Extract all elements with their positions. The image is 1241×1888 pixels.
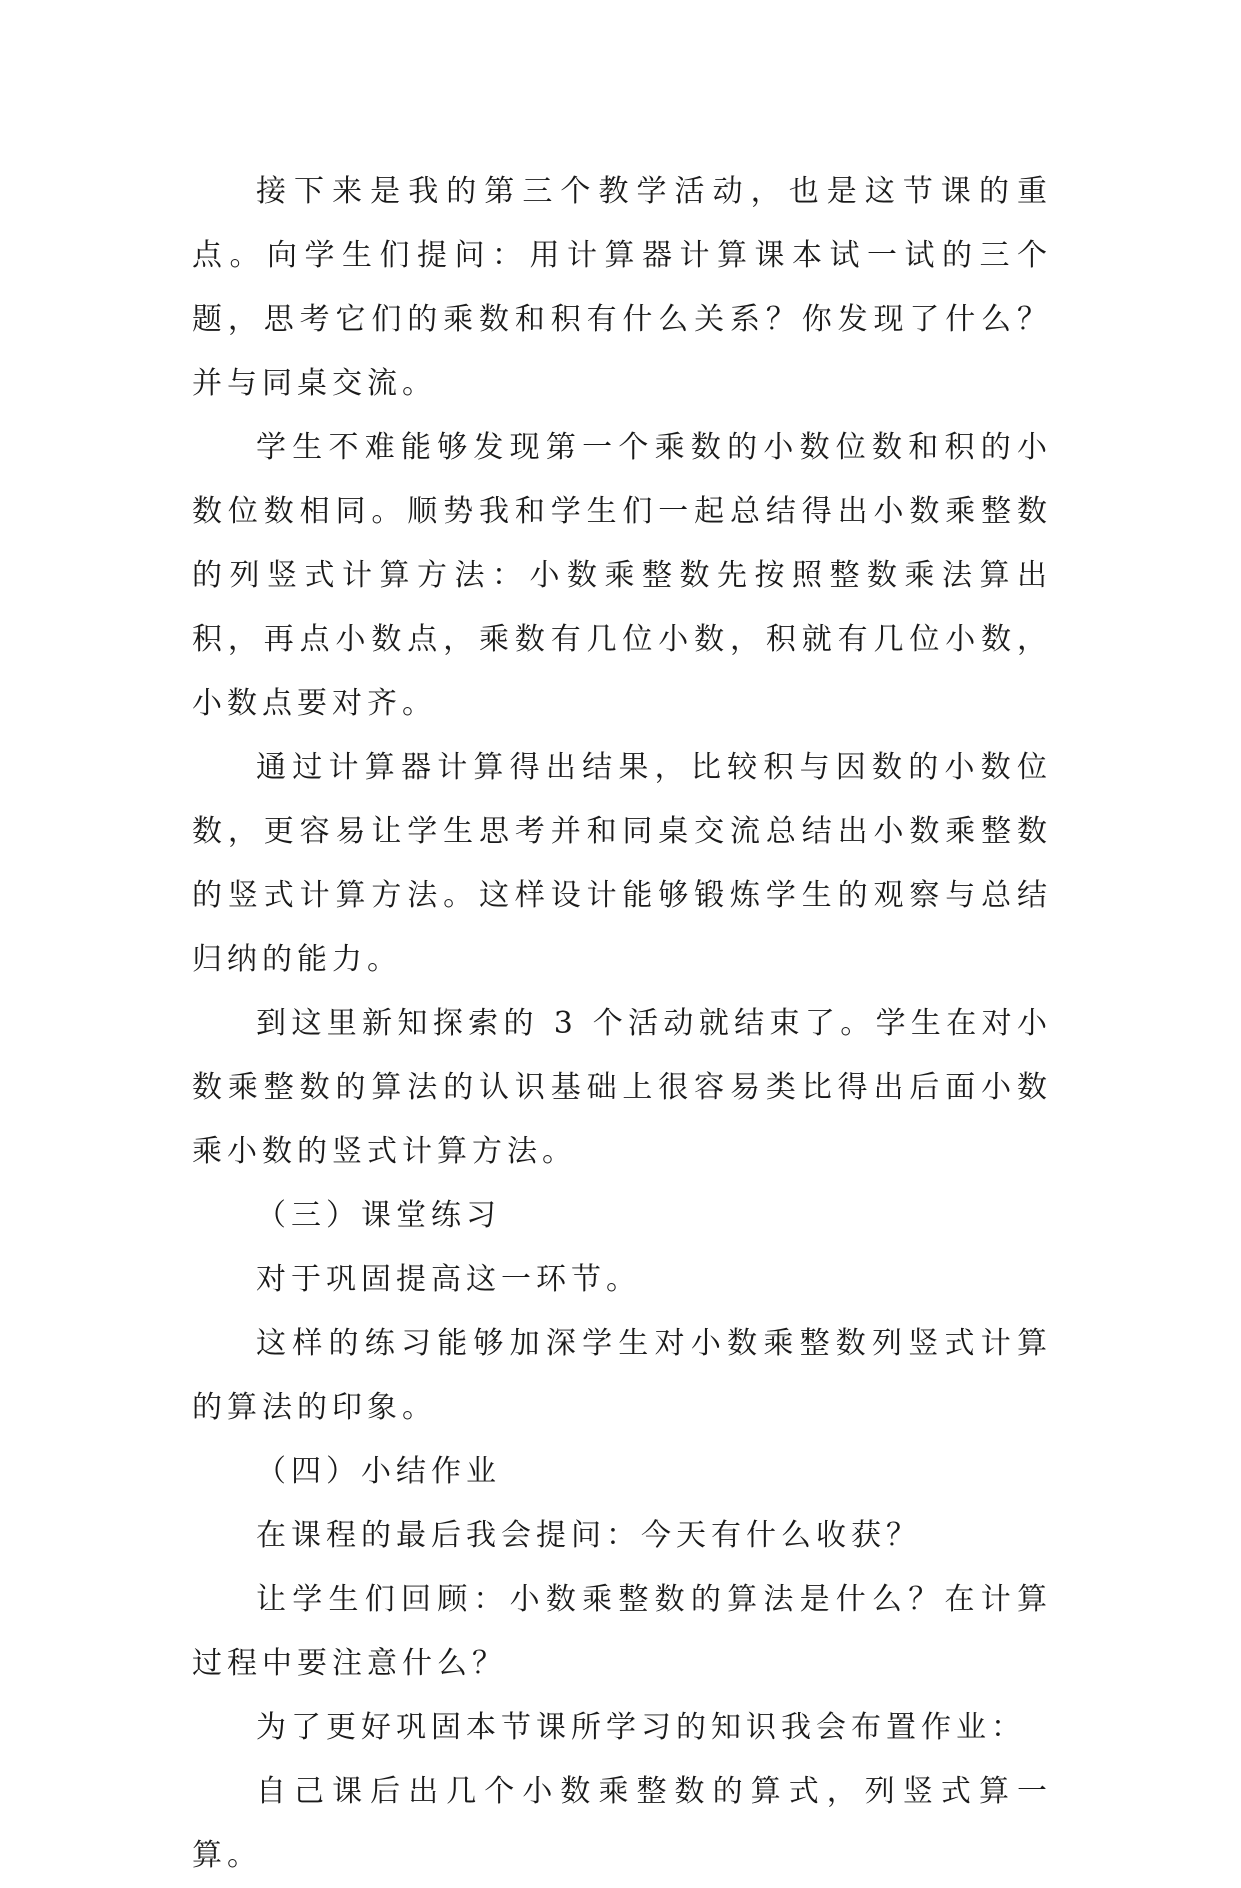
section-heading-summary: （四）小结作业 [256, 1454, 501, 1489]
paragraph-homework-task: 自己课后出几个小数乘整数的算式，列竖式算一算。 [192, 1774, 1052, 1873]
paragraph-consolidation: 对于巩固提高这一环节。 [256, 1262, 641, 1297]
paragraph-calculator-reasoning: 通过计算器计算得出结果，比较积与因数的小数位数，更容易让学生思考并和同桌交流总结出小数乘整数的竖式计算方法。这样设计能够锻炼学生的观察与总结归纳的能力。 [192, 750, 1052, 977]
paragraph-final-question: 在课程的最后我会提问：今天有什么收获？ [256, 1518, 921, 1553]
paragraph-activity-three: 接下来是我的第三个教学活动，也是这节课的重点。向学生们提问：用计算器计算课本试一试的三个题，思考它们的乘数和积有什么关系？你发现了什么？并与同桌交流。 [192, 174, 1052, 401]
paragraph-homework-intro: 为了更好巩固本节课所学习的知识我会布置作业： [256, 1710, 1026, 1745]
paragraph-practice-effect: 这样的练习能够加深学生对小数乘整数列竖式计算的算法的印象。 [192, 1326, 1052, 1425]
document-body [192, 160, 1052, 1888]
paragraph-discovery: 学生不难能够发现第一个乘数的小数位数和积的小数位数相同。顺势我和学生们一起总结得出小数乘整数的列竖式计算方法：小数乘整数先按照整数乘法算出积，再点小数点，乘数有几位小数，积就有几位小数，小数点要对齐。 [192, 430, 1052, 721]
paragraph-activities-end: 到这里新知探索的 3 个活动就结束了。学生在对小数乘整数的算法的认识基础上很容易类比得出后面小数乘小数的竖式计算方法。 [192, 1006, 1052, 1169]
paragraph-review: 让学生们回顾：小数乘整数的算法是什么？在计算过程中要注意什么？ [192, 1582, 1052, 1681]
section-heading-practice: （三）课堂练习 [256, 1198, 501, 1233]
